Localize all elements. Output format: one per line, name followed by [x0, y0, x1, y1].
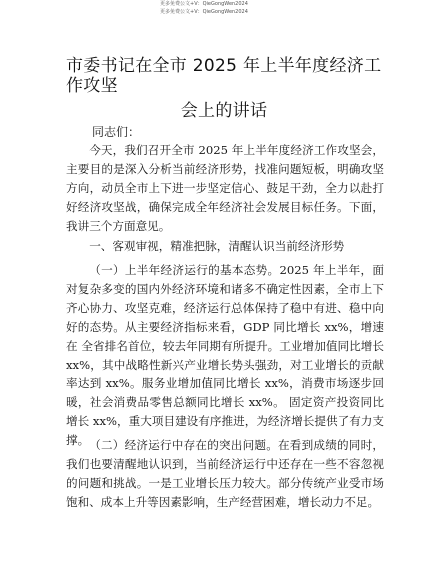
document-title-line2: 会上的讲话: [180, 101, 268, 121]
header-note: 更多免费公文+V：QieGongWen2024: [160, 9, 248, 15]
header-notes: [160, 0, 320, 16]
document-title: 市委书记在全市 2025 年上半年度经济工作攻坚: [66, 56, 382, 96]
header-note: 更多免费公文+V：QieGongWen2024: [160, 1, 248, 7]
section-heading: 一、客观审视，精准把脉，清醒认识当前经济形势: [89, 239, 345, 253]
paragraph-problems: （二）经济运行中存在的突出问题。在看到成绩的同时，我们也要清醒地认识到，当前经济运行中还存在一些不容忽视的问题和挑战。一是工业增长压力较大。部分传统产业受市场饱和、成本上升等因素影响，生产经营困难，增长动力不足。: [66, 438, 384, 509]
salutation: 同志们：: [92, 125, 141, 139]
paragraph-intro: 今天，我们召开全市 2025 年上半年度经济工作攻坚会，主要目的是深入分析当前经济形势，找准问题短板，明确攻坚 方向，动员全市上下进一步坚定信心、鼓足干劲，全力以赴打 好经济攻坚战，确保完成全年经济社会发展目标任务。下面，我讲三个方面意见。: [66, 143, 384, 233]
paragraph-basic-situation: （一）上半年经济运行的基本态势。2025 年上半年，面 对复杂多变的国内外经济环境和诸多不确定性因素，全市上下 齐心协力、攻坚克难，经济运行总体保持了稳中有进、稳中向 好的态势。从主要经济指标来看，GDP 同比增长 xx%，增速在 全省排名首位，较去年同期有所提升。工业增加值同比增长 xx%，其中战略性新兴产业增长势头强劲，对工业增长的贡献 率达到 xx%。服务业增加值同比增长 xx%，消费市场逐步回暖，社会消费品零售总额同比增长 xx%。 固定资产投资同比增长 xx%，重大项目建设有序推进，为经济增长提供了有力支撑。: [66, 263, 384, 448]
